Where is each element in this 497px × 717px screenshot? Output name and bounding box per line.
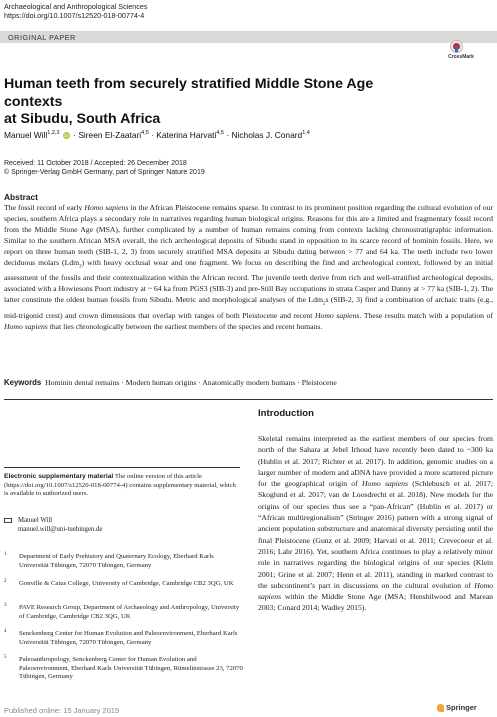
abstract-species: Homo sapiens <box>4 321 48 331</box>
article-title <box>4 76 424 129</box>
affiliation-text: Department of Early Prehistory and Quaternary Ecology, Eberhard Karls Universität Tübingen, 72070 Tübingen, Germany <box>19 553 214 569</box>
orcid-icon[interactable]: iD <box>64 133 69 139</box>
esm-label: Electronic supplementary material <box>4 473 114 480</box>
springer-horse-icon <box>437 704 444 712</box>
title-line-1: Human teeth from securely stratified Middle Stone Age contexts <box>4 76 374 110</box>
doi-link[interactable]: https://doi.org/10.1007/s12520-018-00774-4 <box>4 11 145 21</box>
author-name[interactable]: Manuel Will <box>4 129 48 140</box>
publisher-name: Springer <box>446 703 477 712</box>
publisher-logo <box>437 703 477 712</box>
affiliation-number: 4 <box>4 629 7 634</box>
abstract-text <box>4 203 493 333</box>
affiliation-item <box>4 630 244 648</box>
affiliation-number: 2 <box>4 579 7 584</box>
footnote-divider <box>4 467 240 468</box>
author-name[interactable]: Katerina Harvati <box>156 129 217 140</box>
abstract-part: ) with heavy occlusal wear and one fragment. We focus on describing the find and archeological context, followed by an initial assessment of the fossils and their contextualization within the African record. The juvenile teeth derive from rich and well-stratified archeological deposits, associated with a Howiesons Poort industry at ~ 64 ka from PGS3 (SIB-3) and pre-Still Bay occupations in strata Casper and Danny at > 77 ka (SIB-1, 2). The latter constitute the oldest human fossils from Sibudu. Metric and morphological analyses of the Ldm <box>4 257 493 305</box>
contact-name: Manuel Will <box>18 517 53 524</box>
intro-species: Homo sapiens <box>258 580 493 602</box>
author-affil-refs: 1,2,3 <box>47 130 60 136</box>
abstract-part: that lies chronologically between the earliest members of the species and recent humans. <box>47 321 323 331</box>
affiliation-text: Paleoanthropology, Senckenberg Center for Human Evolution and Paleoenvironment, Eberhard Karls Universität Tübingen, Rümelinstrasse 23, 72070 Tübingen, Germany <box>19 656 243 681</box>
abstract-subscript: 2 <box>79 264 82 270</box>
intro-part: within the Middle Stone Age (MSA; Henshilwood and Marean 2003; Conard 2014; Wadley 2015). <box>258 592 493 613</box>
affiliation-text: PAVE Research Group, Department of Archaeology and Anthropology, University of Cambridge, Cambridge CB2 3QG, UK <box>19 604 240 620</box>
abstract-species: Homo sapiens <box>314 310 360 320</box>
author-list <box>4 128 310 141</box>
keywords-line <box>4 378 337 388</box>
esm-text[interactable]: The online version of this article (https://doi.org/10.1007/s12520-018-00774-4) contains supplementary material, which is available to authorized users. <box>4 473 236 497</box>
affiliation-number: 5 <box>4 655 7 660</box>
title-line-2: at Sibudu, South Africa <box>4 111 161 128</box>
author-affil-refs: 4,5 <box>216 130 224 136</box>
affiliation-number: 3 <box>4 603 7 608</box>
keywords-text: Hominin dental remains · Modern human origins · Anatomically modern humans · Pleistocene <box>45 378 337 387</box>
copyright-line: © Springer-Verlag GmbH Germany, part of Springer Nature 2019 <box>4 169 205 177</box>
abstract-part: The fossil record of early <box>4 203 85 212</box>
abstract-part: s (SIB-2, 3) find a combination of archaic traits (e.g., mid-trigonid crest) and crown dimensions that overlap with ranges of both Pleistocene and recent <box>4 295 494 320</box>
publication-dates <box>4 159 205 177</box>
affiliation-text: Gonville & Caius College, University of Cambridge, Cambridge CB2 3QG, UK <box>19 580 234 587</box>
intro-part: (Schlebusch et al. 2017; Skoglund et al. 2017; van de Loosdrecht et al. 2018). New models for the origins of our species thus see a “pan-African” (Hublin et al. 2017) or “African multiregionalism” (Stringer 2016) pattern with a strong signal of ancient population substructure and anatomical diversity persisting until the final Pleistocene (Gunz et al. 2009; Harvati et al. 2011; Crevecoeur et al. 2016; Lahr 2016). Yet, southern Africa continues to play a relatively minor role in narratives regarding the biological origins of our species (Klein 2001; Grine et al. 2007; Henn et al. 2011), standing in marked contrast to the subcontinent’s part in discussions on the cultural evolution of <box>258 479 493 590</box>
author-name[interactable]: Sireen El-Zaatari <box>78 129 142 140</box>
affiliation-item <box>4 604 244 622</box>
received-accepted: Received: 11 October 2018 / Accepted: 26 December 2018 <box>4 160 187 167</box>
affiliation-text: Senckenberg Center for Human Evolution and Paleoenvironment, Eberhard Karls Universität Tübingen, 72070 Tübingen, Germany <box>19 630 238 646</box>
author-separator: · <box>226 129 230 140</box>
author-separator: · <box>73 129 76 140</box>
article-type-banner <box>0 31 497 43</box>
crossmark-label: CrossMark <box>448 54 474 60</box>
abstract-subscript: 2 <box>322 301 326 307</box>
abstract-part: in the African Pleistocene remains sparse. In contrast to its prominent position regarding the cultural evolution of our species, southern Africa plays a secondary role in narratives regarding human biological origins. Reasons for this are a limited and fragmentary fossil record from the Middle Stone Age (MSA), further complicated by a number of human remains coming from contexts lacking chronostratigraphic information. Similar to the southern African MSA overall, the rich archeological deposits of Sibudu stand in opposition to its scarce record of hominin fossils. Here, we report on three human teeth (SIB-1, 2, 3) from securely stratified MSA deposits at Sibudu dating between > 77 and 64 ka. The teeth include two lower deciduous molars (Ldm <box>4 203 493 267</box>
contact-email[interactable]: manuel.will@uni-tuebingen.de <box>18 525 103 533</box>
affiliation-item <box>4 553 244 579</box>
intro-part: Skeletal remains interpreted as the earliest members of our species from north of the Sahara at Jebel Irhoud have recently been dated to ~300 ka (Hublin et al. 2017; Richter et al. 2017). In addition, genomic studies on a larger number of modern and aDNA have provided a more scattered picture for the geographical origin of <box>258 434 493 489</box>
affiliation-item <box>4 580 244 598</box>
journal-header <box>4 2 147 21</box>
abstract-heading: Abstract <box>4 192 38 202</box>
journal-name: Archaeological and Anthropological Sciences <box>4 2 148 11</box>
introduction-heading: Introduction <box>258 408 314 419</box>
supplementary-note <box>4 473 240 499</box>
affiliation-number: 1 <box>4 552 7 557</box>
abstract-species: Homo sapiens <box>84 203 129 212</box>
abstract-part: . These results match with a population of <box>359 310 494 320</box>
published-online: Published online: 15 January 2019 <box>4 706 120 715</box>
affiliation-item <box>4 656 244 682</box>
keywords-label: Keywords <box>4 378 42 387</box>
envelope-icon <box>4 518 12 524</box>
article-type-label: ORIGINAL PAPER <box>8 32 76 42</box>
corresponding-author <box>4 517 102 534</box>
author-separator: · <box>151 129 154 140</box>
intro-species: Homo sapiens <box>361 479 409 489</box>
section-divider <box>4 399 493 400</box>
author-affil-refs: 1,4 <box>302 130 310 136</box>
crossmark-button[interactable] <box>440 39 482 61</box>
author-affil-refs: 4,5 <box>141 130 149 136</box>
introduction-text <box>258 433 493 614</box>
author-name[interactable]: Nicholas J. Conard <box>231 129 303 140</box>
crossmark-icon <box>450 40 463 53</box>
